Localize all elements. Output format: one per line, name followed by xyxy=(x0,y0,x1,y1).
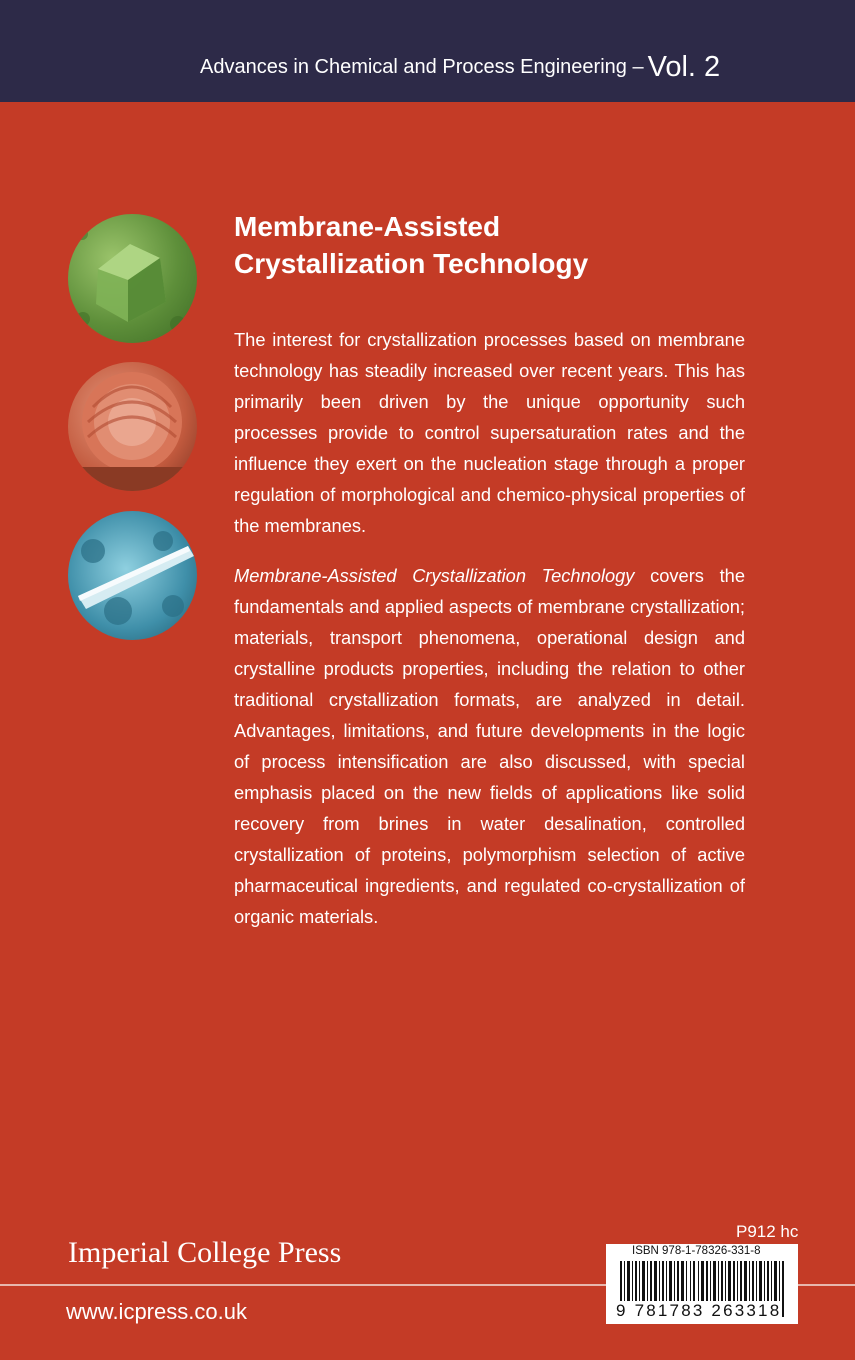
isbn-label: ISBN 978-1-78326-331-8 xyxy=(632,1245,761,1257)
description-paragraph-1: The interest for crystallization processes based on membrane technology has steadily increased over recent years. This has primarily been driven by the unique opportunity such processes provide to control supersaturation rates and the influence they exert on the nucleation stage through a proper regulation of morphological and chemico-physical properties of the membranes. xyxy=(234,329,745,536)
blue-crystal-image xyxy=(68,511,197,640)
description-paragraph-2 xyxy=(234,560,745,932)
green-crystal-image xyxy=(68,214,197,343)
volume-label: Vol. 2 xyxy=(647,51,721,83)
publisher-name: Imperial College Press xyxy=(68,1236,342,1269)
book-title-line-1: Membrane-Assisted xyxy=(234,211,501,242)
series-name: Advances in Chemical and Process Engineering – xyxy=(200,56,644,78)
red-crystal-image xyxy=(68,362,197,491)
barcode-digits: 9 781783 263318 xyxy=(616,1301,782,1320)
book-title-line-2: Crystallization Technology xyxy=(234,248,589,279)
series-title xyxy=(200,48,720,81)
book-title xyxy=(234,208,754,282)
product-code: P912 hc xyxy=(736,1222,799,1241)
publisher-website: www.icpress.co.uk xyxy=(66,1299,247,1324)
description-paragraph-2-text: covers the fundamentals and applied aspects of membrane crystallization; materials, transport phenomena, operational design and crystalline products properties, including the relation to other traditional crystallization formats, are analyzed in detail. Advantages, limitations, and future developments in the logic of process intensification are also discussed, with special emphasis placed on the new fields of applications like solid recovery from brines in water desalination, controlled crystallization of proteins, polymorphism selection of active pharmaceutical ingredients, and regulated co-crystallization of organic materials. xyxy=(234,565,745,927)
book-title-italic: Membrane-Assisted Crystallization Technology xyxy=(234,565,635,586)
